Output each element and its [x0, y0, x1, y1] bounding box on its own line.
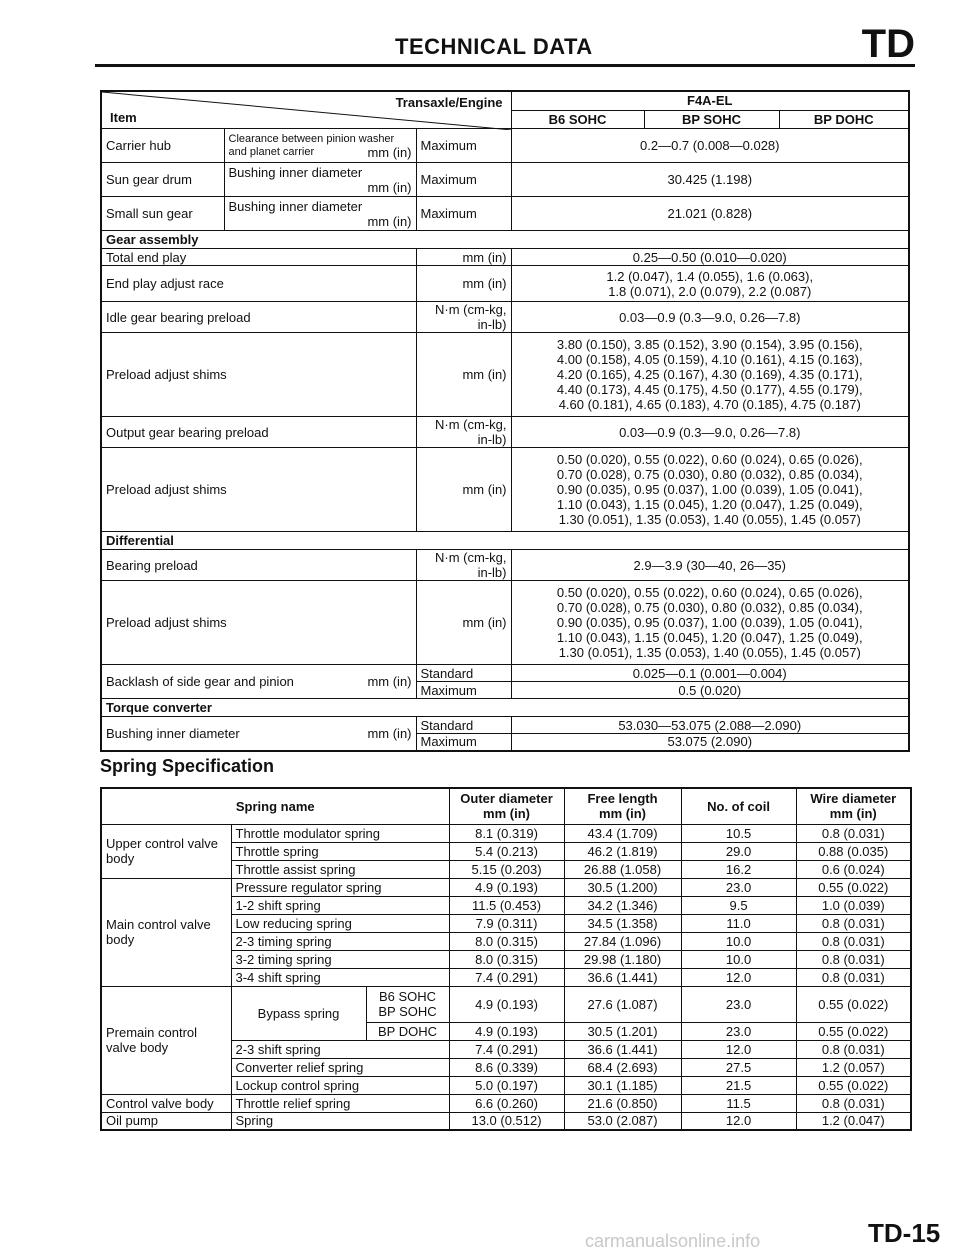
section-row — [101, 532, 909, 550]
desc-line: Bushing inner diameter — [228, 164, 363, 180]
spring-name: 3-2 timing spring — [231, 950, 449, 968]
item-cell: Carrier hub — [101, 129, 224, 163]
outer-diameter: 7.4 (0.291) — [449, 1040, 564, 1058]
coil-count: 11.5 — [681, 1094, 796, 1112]
coil-count: 10.0 — [681, 932, 796, 950]
value-cell: 21.021 (0.828) — [511, 197, 909, 231]
corner-header-cell — [101, 91, 511, 129]
outer-diameter: 11.5 (0.453) — [449, 896, 564, 914]
spring-name: Bypass spring — [231, 986, 366, 1040]
spring-name: Throttle relief spring — [231, 1094, 449, 1112]
engine-header-bp-sohc: BP SOHC — [644, 110, 779, 128]
wire-diameter: 0.8 (0.031) — [796, 824, 911, 842]
table-row — [101, 266, 909, 302]
wire-diameter: 0.8 (0.031) — [796, 968, 911, 986]
item-text: Backlash of side gear and pinion — [106, 674, 294, 689]
coil-count: 12.0 — [681, 1040, 796, 1058]
item-cell: Sun gear drum — [101, 163, 224, 197]
value-cell — [511, 333, 909, 417]
item-cell — [101, 665, 416, 699]
wire-diameter: 0.55 (0.022) — [796, 986, 911, 1022]
free-length: 36.6 (1.441) — [564, 968, 681, 986]
outer-diameter: 5.4 (0.213) — [449, 842, 564, 860]
table-row — [101, 878, 911, 896]
item-cell: Preload adjust shims — [101, 581, 416, 665]
value-line: 1.10 (0.043), 1.15 (0.045), 1.20 (0.047), 1.25 (0.049), — [556, 630, 863, 645]
item-with-unit — [106, 674, 412, 689]
table-row — [101, 333, 909, 417]
table-row — [101, 197, 909, 231]
wire-diameter: 0.6 (0.024) — [796, 860, 911, 878]
page-header — [95, 18, 915, 67]
item-cell: Bearing preload — [101, 550, 416, 581]
item-cell — [101, 717, 416, 751]
wire-diameter: 0.88 (0.035) — [796, 842, 911, 860]
unit-text: mm (in) — [367, 179, 412, 195]
coil-count: 16.2 — [681, 860, 796, 878]
section-title-torque-converter: Torque converter — [101, 699, 909, 717]
limit-type-cell: Standard — [416, 717, 511, 734]
coil-count: 10.0 — [681, 950, 796, 968]
value-line: 0.50 (0.020), 0.55 (0.022), 0.60 (0.024), 0.65 (0.026), — [556, 452, 863, 467]
coil-count: 10.5 — [681, 824, 796, 842]
free-length: 30.5 (1.201) — [564, 1022, 681, 1040]
coil-count: 29.0 — [681, 842, 796, 860]
spring-name: 2-3 timing spring — [231, 932, 449, 950]
spring-name: Throttle spring — [231, 842, 449, 860]
spring-name: 3-4 shift spring — [231, 968, 449, 986]
item-cell: Small sun gear — [101, 197, 224, 231]
table-row — [101, 581, 909, 665]
unit-cell: N·m (cm-kg, in-lb) — [416, 417, 511, 448]
outer-diameter: 13.0 (0.512) — [449, 1112, 564, 1130]
value-line: 1.30 (0.051), 1.35 (0.053), 1.40 (0.055), 1.45 (0.057) — [558, 512, 861, 527]
table-row — [101, 417, 909, 448]
value-line: 1.30 (0.051), 1.35 (0.053), 1.40 (0.055), 1.45 (0.057) — [558, 645, 861, 660]
coil-count: 11.0 — [681, 914, 796, 932]
value-cell: 0.25—0.50 (0.010—0.020) — [511, 249, 909, 266]
header-wire-diameter — [796, 788, 911, 824]
limit-type-cell: Maximum — [416, 163, 511, 197]
page-title: TECHNICAL DATA — [395, 34, 593, 59]
engine-header-bp-dohc: BP DOHC — [779, 110, 909, 128]
spring-name: Converter relief spring — [231, 1058, 449, 1076]
free-length: 43.4 (1.709) — [564, 824, 681, 842]
group-cell: Oil pump — [101, 1112, 231, 1130]
table-header-row — [101, 788, 911, 824]
wire-diameter: 1.2 (0.047) — [796, 1112, 911, 1130]
value-line: 4.20 (0.165), 4.25 (0.167), 4.30 (0.169), 4.35 (0.171), — [556, 367, 863, 382]
header-line: Outer diameter — [460, 791, 553, 807]
desc-cell — [224, 129, 416, 163]
free-length: 29.98 (1.180) — [564, 950, 681, 968]
engine-header-b6-sohc: B6 SOHC — [511, 110, 644, 128]
table-row — [101, 129, 909, 163]
wire-diameter: 0.55 (0.022) — [796, 1022, 911, 1040]
unit-text: mm (in) — [367, 674, 412, 689]
coil-count: 21.5 — [681, 1076, 796, 1094]
group-cell: Premain control valve body — [101, 986, 231, 1094]
engine-variant: BP SOHC — [378, 1004, 437, 1019]
item-cell: Preload adjust shims — [101, 448, 416, 532]
wire-diameter: 0.55 (0.022) — [796, 1076, 911, 1094]
item-with-unit — [106, 726, 412, 741]
coil-count: 12.0 — [681, 1112, 796, 1130]
value-cell: 2.9—3.9 (30—40, 26—35) — [511, 550, 909, 581]
value-line: 0.90 (0.035), 0.95 (0.037), 1.00 (0.039), 1.05 (0.041), — [556, 615, 863, 630]
value-line: 0.90 (0.035), 0.95 (0.037), 1.00 (0.039), 1.05 (0.041), — [556, 482, 863, 497]
unit-cell: N·m (cm-kg, in-lb) — [416, 550, 511, 581]
spring-name: Spring — [231, 1112, 449, 1130]
desc-line-with-unit — [229, 146, 412, 159]
value-cell — [511, 448, 909, 532]
coil-count: 23.0 — [681, 878, 796, 896]
engine-variant-cell — [366, 986, 449, 1022]
group-cell: Main control valve body — [101, 878, 231, 986]
coil-count: 9.5 — [681, 896, 796, 914]
wire-diameter: 0.8 (0.031) — [796, 950, 911, 968]
unit-text: mm (in) — [367, 725, 412, 741]
free-length: 46.2 (1.819) — [564, 842, 681, 860]
limit-type-cell: Maximum — [416, 682, 511, 699]
desc-line: and planet carrier — [228, 145, 315, 158]
limit-type-cell: Maximum — [416, 129, 511, 163]
section-title-differential: Differential — [101, 532, 909, 550]
header-line: mm (in) — [599, 806, 646, 822]
table-header-row — [101, 91, 909, 110]
value-cell: 30.425 (1.198) — [511, 163, 909, 197]
spring-spec-title: Spring Specification — [100, 756, 275, 776]
page-number: TD-15 — [868, 1218, 941, 1248]
outer-diameter: 4.9 (0.193) — [449, 1022, 564, 1040]
free-length: 34.2 (1.346) — [564, 896, 681, 914]
outer-diameter: 8.1 (0.319) — [449, 824, 564, 842]
desc-cell — [224, 197, 416, 231]
outer-diameter: 7.9 (0.311) — [449, 914, 564, 932]
item-cell: Preload adjust shims — [101, 333, 416, 417]
header-free-length — [564, 788, 681, 824]
table-row — [101, 302, 909, 333]
transaxle-engine-label: Transaxle/Engine — [395, 95, 503, 110]
item-cell: Output gear bearing preload — [101, 417, 416, 448]
outer-diameter: 8.0 (0.315) — [449, 932, 564, 950]
value-cell: 0.03—0.9 (0.3—9.0, 0.26—7.8) — [511, 302, 909, 333]
value-cell: 0.2—0.7 (0.008—0.028) — [511, 129, 909, 163]
section-row — [101, 231, 909, 249]
value-cell: 0.025—0.1 (0.001—0.004) — [511, 665, 909, 682]
watermark: carmanualsonline.info — [585, 1231, 761, 1251]
free-length: 36.6 (1.441) — [564, 1040, 681, 1058]
spring-name: 2-3 shift spring — [231, 1040, 449, 1058]
item-text: Bushing inner diameter — [106, 725, 240, 741]
wire-diameter: 0.8 (0.031) — [796, 1040, 911, 1058]
coil-count: 23.0 — [681, 986, 796, 1022]
value-line: 0.70 (0.028), 0.75 (0.030), 0.80 (0.032), 0.85 (0.034), — [556, 467, 863, 482]
free-length: 21.6 (0.850) — [564, 1094, 681, 1112]
value-line: 1.2 (0.047), 1.4 (0.055), 1.6 (0.063), — [606, 268, 814, 284]
spring-name: Lockup control spring — [231, 1076, 449, 1094]
outer-diameter: 8.0 (0.315) — [449, 950, 564, 968]
spring-name: Low reducing spring — [231, 914, 449, 932]
desc-cell — [224, 163, 416, 197]
limit-type-cell: Maximum — [416, 197, 511, 231]
item-cell: End play adjust race — [101, 266, 416, 302]
value-cell: 53.075 (2.090) — [511, 734, 909, 751]
table-row — [101, 824, 911, 842]
outer-diameter: 4.9 (0.193) — [449, 986, 564, 1022]
value-line: 4.60 (0.181), 4.65 (0.183), 4.70 (0.185), 4.75 (0.187) — [558, 397, 861, 412]
unit-cell: mm (in) — [416, 448, 511, 532]
value-line: 0.70 (0.028), 0.75 (0.030), 0.80 (0.032), 0.85 (0.034), — [556, 600, 863, 615]
value-line: 3.80 (0.150), 3.85 (0.152), 3.90 (0.154), 3.95 (0.156), — [556, 337, 863, 352]
table-row — [101, 448, 909, 532]
unit-cell: mm (in) — [416, 581, 511, 665]
free-length: 30.5 (1.200) — [564, 878, 681, 896]
spring-spec-table — [100, 787, 912, 1131]
spring-name: 1-2 shift spring — [231, 896, 449, 914]
outer-diameter: 8.6 (0.339) — [449, 1058, 564, 1076]
table-row — [101, 717, 909, 734]
technical-data-table — [100, 90, 910, 752]
header-outer-diameter — [449, 788, 564, 824]
free-length: 27.6 (1.087) — [564, 986, 681, 1022]
free-length: 30.1 (1.185) — [564, 1076, 681, 1094]
wire-diameter: 0.8 (0.031) — [796, 1094, 911, 1112]
value-line: 4.00 (0.158), 4.05 (0.159), 4.10 (0.161), 4.15 (0.163), — [556, 352, 863, 367]
limit-type-cell: Maximum — [416, 734, 511, 751]
wire-diameter: 0.55 (0.022) — [796, 878, 911, 896]
header-line: mm (in) — [829, 806, 877, 822]
coil-count: 23.0 — [681, 1022, 796, 1040]
value-cell: 0.5 (0.020) — [511, 682, 909, 699]
section-row — [101, 699, 909, 717]
value-line: 1.10 (0.043), 1.15 (0.045), 1.20 (0.047), 1.25 (0.049), — [556, 497, 863, 512]
table-row — [101, 249, 909, 266]
free-length: 68.4 (2.693) — [564, 1058, 681, 1076]
value-line: 4.40 (0.173), 4.45 (0.175), 4.50 (0.177), 4.55 (0.179), — [556, 382, 863, 397]
group-cell: Control valve body — [101, 1094, 231, 1112]
spring-name: Throttle modulator spring — [231, 824, 449, 842]
section-code: TD — [861, 22, 915, 66]
outer-diameter: 5.15 (0.203) — [449, 860, 564, 878]
engine-variant: B6 SOHC — [378, 989, 437, 1004]
value-cell — [511, 581, 909, 665]
free-length: 27.84 (1.096) — [564, 932, 681, 950]
wire-diameter: 1.0 (0.039) — [796, 896, 911, 914]
unit-text: mm (in) — [367, 144, 412, 160]
unit-cell: mm (in) — [416, 249, 511, 266]
value-cell: 53.030—53.075 (2.088—2.090) — [511, 717, 909, 734]
header-line: Free length — [587, 791, 658, 807]
unit-cell: mm (in) — [416, 333, 511, 417]
wire-diameter: 0.8 (0.031) — [796, 914, 911, 932]
outer-diameter: 4.9 (0.193) — [449, 878, 564, 896]
coil-count: 27.5 — [681, 1058, 796, 1076]
desc-line: Bushing inner diameter — [228, 198, 363, 214]
outer-diameter: 6.6 (0.260) — [449, 1094, 564, 1112]
spring-name: Throttle assist spring — [231, 860, 449, 878]
table-row — [101, 665, 909, 682]
limit-type-cell: Standard — [416, 665, 511, 682]
coil-count: 12.0 — [681, 968, 796, 986]
unit-cell: mm (in) — [416, 266, 511, 302]
engine-variant: BP DOHC — [366, 1022, 449, 1040]
item-cell: Idle gear bearing preload — [101, 302, 416, 333]
outer-diameter: 7.4 (0.291) — [449, 968, 564, 986]
header-no-of-coil: No. of coil — [681, 788, 796, 824]
header-line: mm (in) — [483, 806, 530, 822]
section-title-gear-assembly: Gear assembly — [101, 231, 909, 249]
value-cell — [511, 266, 909, 302]
item-label: Item — [110, 110, 137, 125]
wire-diameter: 0.8 (0.031) — [796, 932, 911, 950]
free-length: 34.5 (1.358) — [564, 914, 681, 932]
wire-diameter: 1.2 (0.057) — [796, 1058, 911, 1076]
free-length: 26.88 (1.058) — [564, 860, 681, 878]
table-row — [101, 1112, 911, 1130]
item-cell: Total end play — [101, 249, 416, 266]
table-row — [101, 163, 909, 197]
engine-group-header: F4A-EL — [511, 91, 909, 110]
desc-line: Clearance between pinion washer — [228, 132, 395, 145]
value-line: 0.50 (0.020), 0.55 (0.022), 0.60 (0.024), 0.65 (0.026), — [556, 585, 863, 600]
unit-text: mm (in) — [367, 213, 412, 229]
unit-cell: N·m (cm-kg, in-lb) — [416, 302, 511, 333]
table-row — [101, 1094, 911, 1112]
table-row — [101, 550, 909, 581]
value-line: 1.8 (0.071), 2.0 (0.079), 2.2 (0.087) — [608, 283, 812, 299]
value-cell: 0.03—0.9 (0.3—9.0, 0.26—7.8) — [511, 417, 909, 448]
header-line: Wire diameter — [810, 791, 897, 807]
header-spring-name: Spring name — [101, 788, 449, 824]
table-row — [101, 986, 911, 1022]
free-length: 53.0 (2.087) — [564, 1112, 681, 1130]
spring-name: Pressure regulator spring — [231, 878, 449, 896]
group-cell: Upper control valve body — [101, 824, 231, 878]
outer-diameter: 5.0 (0.197) — [449, 1076, 564, 1094]
